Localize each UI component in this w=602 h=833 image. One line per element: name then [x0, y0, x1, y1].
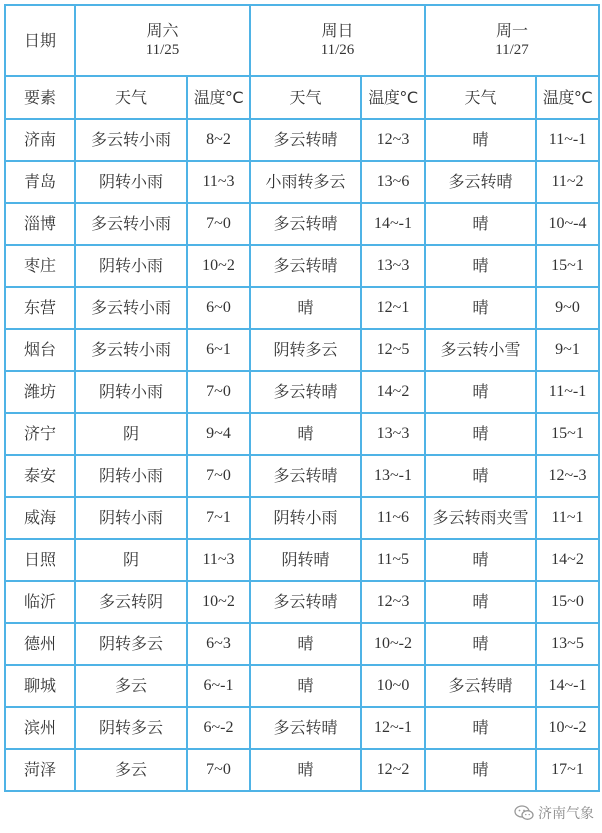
weather-cell: 多云转晴	[250, 455, 361, 497]
day-header-sunday	[250, 5, 425, 76]
temp-cell: 13~3	[361, 413, 425, 455]
temp-cell: 11~3	[187, 161, 250, 203]
weather-header	[250, 76, 361, 119]
temp-cell: 11~-1	[536, 119, 599, 161]
temp-cell: 6~0	[187, 287, 250, 329]
temp-cell: 13~5	[536, 623, 599, 665]
day-header-row	[5, 5, 599, 76]
temp-header	[536, 76, 599, 119]
city-cell: 德州	[5, 623, 75, 665]
table-row	[5, 581, 599, 623]
wechat-icon	[514, 805, 534, 821]
weather-cell: 阴	[75, 539, 187, 581]
table-row	[5, 287, 599, 329]
table-row	[5, 455, 599, 497]
temp-cell: 15~1	[536, 413, 599, 455]
temp-cell: 12~1	[361, 287, 425, 329]
day-date: 11/25	[145, 42, 180, 58]
weather-cell: 阴转多云	[75, 623, 187, 665]
weather-cell: 多云转晴	[250, 119, 361, 161]
weather-cell: 阴转多云	[250, 329, 361, 371]
city-cell: 青岛	[5, 161, 75, 203]
weather-cell: 多云转小雪	[425, 329, 536, 371]
temp-cell: 13~6	[361, 161, 425, 203]
temp-cell: 11~5	[361, 539, 425, 581]
table-row	[5, 203, 599, 245]
weather-cell: 多云转晴	[250, 581, 361, 623]
city-cell: 泰安	[5, 455, 75, 497]
temp-cell: 14~2	[536, 539, 599, 581]
temp-cell: 8~2	[187, 119, 250, 161]
temp-cell: 11~6	[361, 497, 425, 539]
city-cell: 威海	[5, 497, 75, 539]
weather-cell: 晴	[425, 749, 536, 791]
temp-cell: 13~3	[361, 245, 425, 287]
temp-cell: 12~3	[361, 119, 425, 161]
table-row	[5, 749, 599, 791]
temp-header-text: 温度°C	[193, 87, 244, 107]
temp-cell: 15~0	[536, 581, 599, 623]
weather-cell: 多云转晴	[250, 371, 361, 413]
temp-cell: 6~-1	[187, 665, 250, 707]
city-cell: 日照	[5, 539, 75, 581]
day-name: 周六	[146, 21, 179, 40]
weather-cell: 多云转小雨	[75, 287, 187, 329]
temp-header-text: 温度°C	[542, 87, 593, 107]
day-header-monday	[425, 5, 599, 76]
weather-cell: 多云转小雨	[75, 329, 187, 371]
temp-cell: 10~2	[187, 245, 250, 287]
day-name: 周一	[495, 21, 528, 40]
table-row	[5, 497, 599, 539]
temp-cell: 10~-2	[361, 623, 425, 665]
temp-cell: 7~0	[187, 371, 250, 413]
table-row	[5, 329, 599, 371]
temp-cell: 14~2	[361, 371, 425, 413]
temp-cell: 15~1	[536, 245, 599, 287]
table-row	[5, 371, 599, 413]
temp-header	[187, 76, 250, 119]
table-row	[5, 413, 599, 455]
temp-cell: 6~-2	[187, 707, 250, 749]
temp-cell: 7~0	[187, 203, 250, 245]
temp-cell: 13~-1	[361, 455, 425, 497]
temp-cell: 12~5	[361, 329, 425, 371]
weather-cell: 晴	[425, 455, 536, 497]
city-cell: 济宁	[5, 413, 75, 455]
temp-cell: 14~-1	[361, 203, 425, 245]
weather-cell: 晴	[425, 287, 536, 329]
temp-cell: 11~3	[187, 539, 250, 581]
temp-cell: 12~-3	[536, 455, 599, 497]
weather-cell: 阴转小雨	[75, 371, 187, 413]
weather-header	[425, 76, 536, 119]
day-date: 11/27	[495, 42, 529, 58]
weather-cell: 多云	[75, 749, 187, 791]
weather-cell: 阴转小雨	[75, 497, 187, 539]
city-cell: 东营	[5, 287, 75, 329]
table-row	[5, 665, 599, 707]
temp-cell: 10~0	[361, 665, 425, 707]
temp-cell: 11~1	[536, 497, 599, 539]
date-label: 日期	[23, 30, 56, 50]
weather-cell: 小雨转多云	[250, 161, 361, 203]
table-row	[5, 539, 599, 581]
temp-cell: 10~-2	[536, 707, 599, 749]
temp-cell: 17~1	[536, 749, 599, 791]
element-label: 要素	[23, 87, 56, 107]
column-header-row	[5, 76, 599, 119]
temp-cell: 7~1	[187, 497, 250, 539]
temp-cell: 7~0	[187, 749, 250, 791]
weather-cell: 阴转小雨	[75, 455, 187, 497]
weather-cell: 晴	[425, 539, 536, 581]
table-body	[5, 5, 599, 791]
weather-cell: 阴转晴	[250, 539, 361, 581]
weather-cell: 晴	[425, 245, 536, 287]
city-cell: 聊城	[5, 665, 75, 707]
watermark	[514, 803, 594, 823]
city-cell: 济南	[5, 119, 75, 161]
weather-cell: 晴	[250, 665, 361, 707]
weather-cell: 阴转多云	[75, 707, 187, 749]
weather-cell: 多云转阴	[75, 581, 187, 623]
temp-cell: 9~1	[536, 329, 599, 371]
temp-cell: 12~-1	[361, 707, 425, 749]
weather-cell: 阴转小雨	[75, 161, 187, 203]
temp-cell: 10~2	[187, 581, 250, 623]
temp-cell: 6~3	[187, 623, 250, 665]
weather-cell: 多云转晴	[425, 161, 536, 203]
weather-cell: 晴	[425, 371, 536, 413]
weather-cell: 晴	[250, 413, 361, 455]
weather-cell: 多云转晴	[250, 245, 361, 287]
table-row	[5, 245, 599, 287]
weather-cell: 阴	[75, 413, 187, 455]
weather-cell: 多云转雨夹雪	[425, 497, 536, 539]
table-row	[5, 707, 599, 749]
city-cell: 枣庄	[5, 245, 75, 287]
temp-cell: 7~0	[187, 455, 250, 497]
day-date: 11/26	[320, 42, 355, 58]
temp-header	[361, 76, 425, 119]
city-cell: 菏泽	[5, 749, 75, 791]
city-cell: 潍坊	[5, 371, 75, 413]
city-cell: 临沂	[5, 581, 75, 623]
weather-header-text: 天气	[114, 87, 147, 107]
table-row	[5, 623, 599, 665]
weather-cell: 晴	[425, 203, 536, 245]
weather-cell: 多云转小雨	[75, 119, 187, 161]
weather-cell: 多云转晴	[425, 665, 536, 707]
city-cell: 烟台	[5, 329, 75, 371]
weather-cell: 晴	[425, 581, 536, 623]
temp-header-text: 温度°C	[368, 87, 418, 107]
weather-cell: 阴转小雨	[250, 497, 361, 539]
temp-cell: 12~2	[361, 749, 425, 791]
weather-header	[75, 76, 187, 119]
day-name: 周日	[321, 21, 354, 40]
weather-cell: 晴	[425, 413, 536, 455]
temp-cell: 10~-4	[536, 203, 599, 245]
element-label-cell	[5, 76, 75, 119]
day-header-saturday	[75, 5, 250, 76]
date-label-cell	[5, 5, 75, 76]
temp-cell: 11~-1	[536, 371, 599, 413]
weather-header-text: 天气	[289, 87, 322, 107]
temp-cell: 6~1	[187, 329, 250, 371]
city-cell: 滨州	[5, 707, 75, 749]
city-cell: 淄博	[5, 203, 75, 245]
table-row	[5, 119, 599, 161]
temp-cell: 11~2	[536, 161, 599, 203]
weather-cell: 晴	[425, 119, 536, 161]
weather-forecast-table	[4, 4, 600, 792]
temp-cell: 9~4	[187, 413, 250, 455]
temp-cell: 14~-1	[536, 665, 599, 707]
weather-cell: 多云转晴	[250, 707, 361, 749]
weather-cell: 多云转晴	[250, 203, 361, 245]
weather-cell: 晴	[425, 623, 536, 665]
watermark-text: 济南气象	[538, 806, 594, 822]
weather-cell: 多云	[75, 665, 187, 707]
weather-cell: 晴	[250, 749, 361, 791]
temp-cell: 9~0	[536, 287, 599, 329]
weather-cell: 晴	[250, 623, 361, 665]
weather-cell: 多云转小雨	[75, 203, 187, 245]
weather-cell: 晴	[250, 287, 361, 329]
temp-cell: 12~3	[361, 581, 425, 623]
weather-cell: 阴转小雨	[75, 245, 187, 287]
weather-header-text: 天气	[464, 87, 497, 107]
table-row	[5, 161, 599, 203]
weather-cell: 晴	[425, 707, 536, 749]
